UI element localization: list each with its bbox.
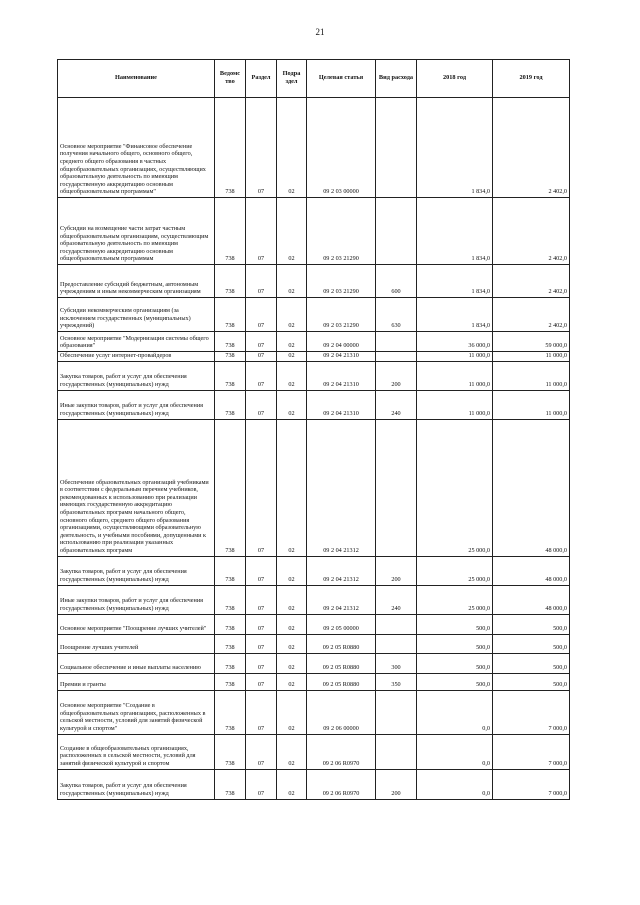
cell-2019: 500,0 (493, 634, 570, 653)
cell-2019: 2 402,0 (493, 198, 570, 265)
cell-podrazdel: 02 (277, 332, 307, 352)
header-2019: 2019 год (493, 60, 570, 98)
cell-vedomstvo: 738 (215, 585, 246, 614)
table-row (58, 419, 570, 556)
cell-vedomstvo: 738 (215, 673, 246, 690)
cell-name: Премии и гранты (58, 673, 215, 690)
cell-2019: 11 000,0 (493, 352, 570, 362)
cell-target: 09 2 05 R0880 (307, 673, 376, 690)
cell-name: Создание в общеобразовательных организациях, расположенных в сельской местности, условий для занятий физической культурой и спортом (58, 734, 215, 769)
cell-target: 09 2 06 R0970 (307, 734, 376, 769)
cell-expense-type (376, 419, 417, 556)
cell-podrazdel: 02 (277, 673, 307, 690)
cell-name: Иные закупки товаров, работ и услуг для обеспечения государственных (муниципальных) нужд (58, 390, 215, 419)
cell-vedomstvo: 738 (215, 690, 246, 734)
cell-podrazdel: 02 (277, 556, 307, 585)
cell-2018: 1 834,0 (417, 198, 493, 265)
cell-vedomstvo: 738 (215, 265, 246, 298)
cell-2019: 7 000,0 (493, 769, 570, 799)
cell-vedomstvo: 738 (215, 614, 246, 634)
cell-razdel: 07 (246, 653, 277, 673)
cell-2018: 1 834,0 (417, 98, 493, 198)
cell-expense-type (376, 634, 417, 653)
table-row (58, 198, 570, 265)
header-podrazdel: Подра здел (277, 60, 307, 98)
cell-razdel: 07 (246, 585, 277, 614)
cell-razdel: 07 (246, 614, 277, 634)
cell-target: 09 2 06 00000 (307, 690, 376, 734)
cell-2018: 0,0 (417, 690, 493, 734)
budget-table (57, 59, 570, 800)
cell-target: 09 2 03 21290 (307, 298, 376, 332)
cell-2018: 25 000,0 (417, 419, 493, 556)
cell-vedomstvo: 738 (215, 298, 246, 332)
cell-podrazdel: 02 (277, 585, 307, 614)
cell-2018: 500,0 (417, 614, 493, 634)
cell-expense-type (376, 734, 417, 769)
cell-vedomstvo: 738 (215, 419, 246, 556)
table-header-row (58, 60, 570, 98)
cell-podrazdel: 02 (277, 419, 307, 556)
cell-razdel: 07 (246, 769, 277, 799)
cell-podrazdel: 02 (277, 298, 307, 332)
cell-expense-type: 600 (376, 265, 417, 298)
table-body (58, 98, 570, 800)
cell-razdel: 07 (246, 390, 277, 419)
cell-vedomstvo: 738 (215, 390, 246, 419)
cell-2018: 0,0 (417, 734, 493, 769)
cell-2018: 11 000,0 (417, 361, 493, 390)
cell-razdel: 07 (246, 198, 277, 265)
cell-2019: 48 000,0 (493, 556, 570, 585)
cell-name: Основное мероприятие "Финансовое обеспечение получения начального общего, основного общего, среднего общего образования в частных общеобразовательных организациях, осуществляющих образовательную деятельность по имеющим государственную аккредитацию основным общеобразовательным программам" (58, 98, 215, 198)
cell-2019: 2 402,0 (493, 98, 570, 198)
header-target: Целевая статья (307, 60, 376, 98)
cell-name: Субсидии некоммерческим организациям (за исключением государственных (муниципальных) учреждений) (58, 298, 215, 332)
cell-name: Обеспечение образовательных организаций учебниками в соответствии с федеральным перечнем учебников, рекомендованных к использованию при реализации имеющих государственную аккредитацию образовательных программ начального общего, основного общего, среднего общего образования организациями, осуществляющими образовательную деятельность, и учебными пособиями, допущенными к использованию при реализации указанных образовательных программ (58, 419, 215, 556)
table-row (58, 352, 570, 362)
cell-expense-type (376, 332, 417, 352)
cell-name: Субсидии на возмещение части затрат частным общеобразовательным организациям, осуществляющим образовательную деятельность по имеющим государственную аккредитацию основным общеобразовательным программам (58, 198, 215, 265)
cell-razdel: 07 (246, 98, 277, 198)
cell-podrazdel: 02 (277, 614, 307, 634)
header-name: Наименование (58, 60, 215, 98)
cell-target: 09 2 05 R0880 (307, 634, 376, 653)
cell-vedomstvo: 738 (215, 769, 246, 799)
cell-target: 09 2 05 R0880 (307, 653, 376, 673)
table-row (58, 614, 570, 634)
cell-name: Поощрение лучших учителей (58, 634, 215, 653)
cell-target: 09 2 04 00000 (307, 332, 376, 352)
cell-razdel: 07 (246, 332, 277, 352)
cell-2018: 0,0 (417, 769, 493, 799)
cell-razdel: 07 (246, 634, 277, 653)
cell-razdel: 07 (246, 734, 277, 769)
cell-vedomstvo: 738 (215, 734, 246, 769)
cell-name: Предоставление субсидий бюджетным, автономным учреждениям и иным некоммерческим организациям (58, 265, 215, 298)
table-row (58, 585, 570, 614)
cell-2018: 500,0 (417, 634, 493, 653)
cell-2019: 48 000,0 (493, 419, 570, 556)
cell-2019: 7 000,0 (493, 690, 570, 734)
cell-razdel: 07 (246, 690, 277, 734)
table-row (58, 673, 570, 690)
cell-2018: 11 000,0 (417, 390, 493, 419)
cell-2018: 25 000,0 (417, 585, 493, 614)
cell-razdel: 07 (246, 361, 277, 390)
cell-expense-type (376, 614, 417, 634)
cell-vedomstvo: 738 (215, 98, 246, 198)
cell-2019: 59 000,0 (493, 332, 570, 352)
cell-vedomstvo: 738 (215, 634, 246, 653)
cell-name: Социальное обеспечение и иные выплаты населению (58, 653, 215, 673)
table-row (58, 734, 570, 769)
cell-razdel: 07 (246, 556, 277, 585)
page-number: 21 (315, 27, 325, 37)
cell-target: 09 2 03 21290 (307, 265, 376, 298)
cell-razdel: 07 (246, 673, 277, 690)
cell-target: 09 2 06 R0970 (307, 769, 376, 799)
cell-podrazdel: 02 (277, 352, 307, 362)
table-row (58, 390, 570, 419)
cell-expense-type: 240 (376, 390, 417, 419)
cell-expense-type: 200 (376, 769, 417, 799)
cell-expense-type (376, 98, 417, 198)
cell-2019: 7 000,0 (493, 734, 570, 769)
cell-podrazdel: 02 (277, 634, 307, 653)
cell-podrazdel: 02 (277, 769, 307, 799)
cell-razdel: 07 (246, 352, 277, 362)
cell-2018: 1 834,0 (417, 265, 493, 298)
cell-expense-type: 200 (376, 556, 417, 585)
cell-target: 09 2 04 21312 (307, 419, 376, 556)
cell-razdel: 07 (246, 265, 277, 298)
cell-target: 09 2 05 00000 (307, 614, 376, 634)
cell-2018: 500,0 (417, 673, 493, 690)
cell-expense-type (376, 690, 417, 734)
cell-vedomstvo: 738 (215, 361, 246, 390)
cell-name: Основное мероприятие "Создание в общеобразовательных организациях, расположенных в сельской местности, условий для занятий физической культурой и спортом" (58, 690, 215, 734)
cell-podrazdel: 02 (277, 265, 307, 298)
header-vedomstvo: Ведомс тво (215, 60, 246, 98)
cell-target: 09 2 04 21310 (307, 352, 376, 362)
cell-2018: 500,0 (417, 653, 493, 673)
cell-expense-type: 240 (376, 585, 417, 614)
cell-target: 09 2 04 21310 (307, 390, 376, 419)
cell-expense-type: 350 (376, 673, 417, 690)
table-row (58, 690, 570, 734)
cell-2019: 500,0 (493, 614, 570, 634)
cell-2018: 25 000,0 (417, 556, 493, 585)
cell-2019: 48 000,0 (493, 585, 570, 614)
cell-expense-type (376, 352, 417, 362)
cell-podrazdel: 02 (277, 198, 307, 265)
cell-2019: 11 000,0 (493, 361, 570, 390)
cell-vedomstvo: 738 (215, 332, 246, 352)
cell-2019: 500,0 (493, 653, 570, 673)
cell-name: Обеспечение услуг интернет-провайдеров (58, 352, 215, 362)
cell-name: Закупка товаров, работ и услуг для обеспечения государственных (муниципальных) нужд (58, 556, 215, 585)
table-row (58, 298, 570, 332)
cell-target: 09 2 03 21290 (307, 198, 376, 265)
cell-2018: 36 000,0 (417, 332, 493, 352)
table-row (58, 361, 570, 390)
cell-target: 09 2 04 21312 (307, 585, 376, 614)
header-expense-type: Вид расхода (376, 60, 417, 98)
cell-2018: 11 000,0 (417, 352, 493, 362)
table-row (58, 332, 570, 352)
cell-target: 09 2 04 21310 (307, 361, 376, 390)
table-row (58, 769, 570, 799)
table-row (58, 634, 570, 653)
cell-podrazdel: 02 (277, 390, 307, 419)
cell-target: 09 2 03 00000 (307, 98, 376, 198)
cell-vedomstvo: 738 (215, 556, 246, 585)
cell-name: Основное мероприятие "Поощрение лучших учителей" (58, 614, 215, 634)
cell-podrazdel: 02 (277, 98, 307, 198)
cell-podrazdel: 02 (277, 653, 307, 673)
cell-expense-type: 200 (376, 361, 417, 390)
cell-expense-type: 300 (376, 653, 417, 673)
cell-podrazdel: 02 (277, 361, 307, 390)
cell-name: Иные закупки товаров, работ и услуг для обеспечения государственных (муниципальных) нужд (58, 585, 215, 614)
cell-2019: 11 000,0 (493, 390, 570, 419)
cell-2018: 1 834,0 (417, 298, 493, 332)
cell-2019: 2 402,0 (493, 298, 570, 332)
cell-name: Основное мероприятие "Модернизация системы общего образования" (58, 332, 215, 352)
cell-vedomstvo: 738 (215, 653, 246, 673)
table-row (58, 98, 570, 198)
cell-2019: 500,0 (493, 673, 570, 690)
cell-name: Закупка товаров, работ и услуг для обеспечения государственных (муниципальных) нужд (58, 361, 215, 390)
cell-razdel: 07 (246, 298, 277, 332)
cell-podrazdel: 02 (277, 734, 307, 769)
table-row (58, 653, 570, 673)
header-2018: 2018 год (417, 60, 493, 98)
cell-name: Закупка товаров, работ и услуг для обеспечения государственных (муниципальных) нужд (58, 769, 215, 799)
cell-vedomstvo: 738 (215, 198, 246, 265)
cell-expense-type (376, 198, 417, 265)
table-row (58, 265, 570, 298)
cell-podrazdel: 02 (277, 690, 307, 734)
table-row (58, 556, 570, 585)
header-razdel: Раздел (246, 60, 277, 98)
cell-vedomstvo: 738 (215, 352, 246, 362)
cell-target: 09 2 04 21312 (307, 556, 376, 585)
cell-2019: 2 402,0 (493, 265, 570, 298)
cell-razdel: 07 (246, 419, 277, 556)
cell-expense-type: 630 (376, 298, 417, 332)
